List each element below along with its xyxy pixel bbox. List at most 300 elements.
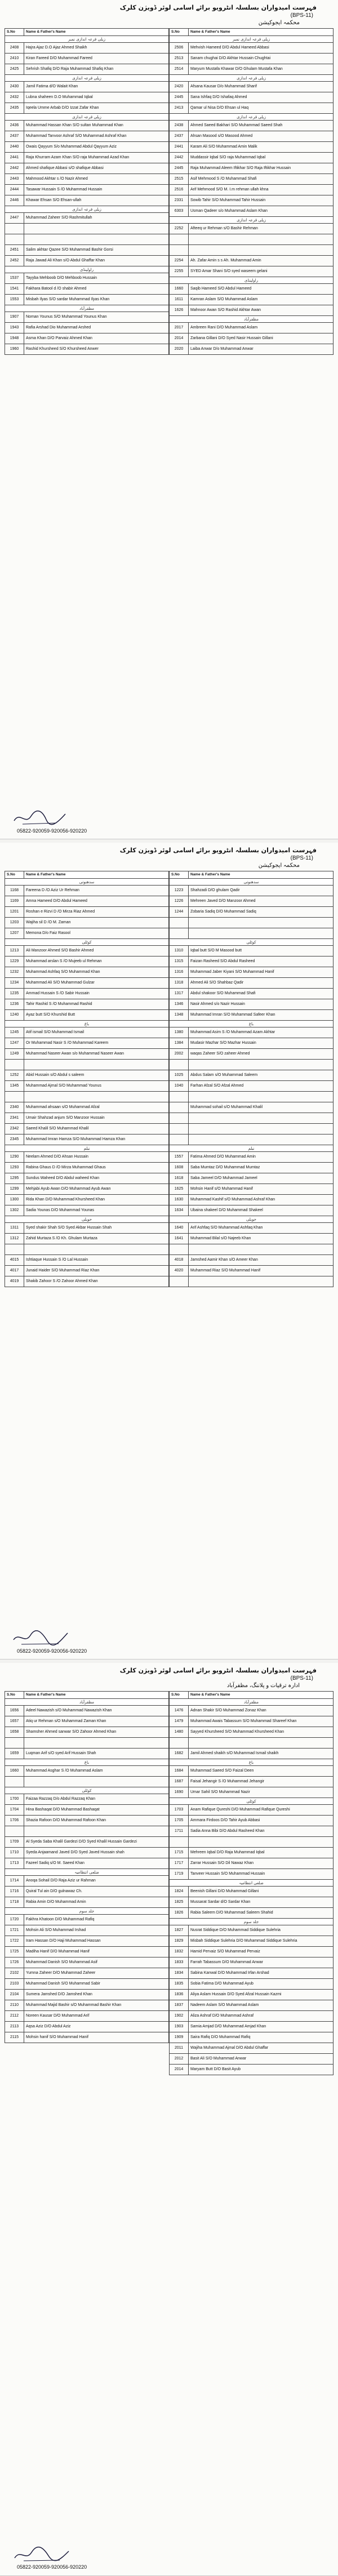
table-row bbox=[5, 1727, 169, 1738]
candidate-name: Saqib Hameed S/O Abdul Hameed bbox=[189, 284, 333, 295]
category-number: (BPS-11) bbox=[290, 1675, 313, 1681]
name-header: Name & Father's Name bbox=[24, 1692, 169, 1699]
table-row bbox=[170, 1777, 333, 1787]
roll-number: 2515 bbox=[170, 174, 189, 185]
blank-row bbox=[5, 1244, 169, 1255]
candidate-name: Asif Mehmood S /O Muhammad Shafi bbox=[189, 174, 333, 185]
candidate-name: Hajra Ajaz D.O Ajaz Ahmed Shaikh bbox=[24, 43, 169, 54]
roll-number: 1611 bbox=[170, 295, 189, 305]
table-row bbox=[170, 1049, 333, 1060]
candidate-name: Tanveer Hussain S/O Muhammad Hussain bbox=[189, 1869, 333, 1880]
section-heading bbox=[170, 277, 333, 284]
table-row bbox=[170, 195, 333, 206]
table-row bbox=[5, 1837, 169, 1848]
table-row bbox=[5, 121, 169, 131]
section-heading bbox=[170, 217, 333, 224]
candidate-name: Ubaina shakeel D/O Muhammad Shakeel bbox=[189, 1205, 333, 1216]
candidate-name: Muhammad Imran Hamza S/O Muhammad Hamza Khan bbox=[24, 1134, 169, 1145]
blank-cell bbox=[24, 1738, 169, 1749]
candidate-name: Ahmed shafique Abbasi s/O shafique Abbasi bbox=[24, 163, 169, 174]
candidate-name: Noman Younus S/O Muhammad Younus Khan bbox=[24, 312, 169, 323]
table-row bbox=[170, 2000, 333, 2011]
candidate-name: Muhammad Asim S /O Muhammad Azam Akhtar bbox=[189, 1027, 333, 1038]
candidate-name: Farhan Afzal S/O Afzal Ahmed bbox=[189, 1081, 333, 1092]
roll-number: 2430 bbox=[5, 82, 24, 92]
table-row bbox=[5, 1255, 169, 1266]
candidate-name: Faizaa Razzaq D/o Abdul Razzaq Khan bbox=[24, 1794, 169, 1805]
table-row bbox=[170, 2011, 333, 2022]
sno-header: S.No bbox=[170, 1692, 189, 1699]
table-row bbox=[170, 1749, 333, 1759]
blank-cell bbox=[5, 1092, 24, 1102]
roll-number: 1380 bbox=[170, 1027, 189, 1038]
candidate-name: Hina Bashaqat D/O Muhammad Bashaqat bbox=[24, 1805, 169, 1816]
table-row bbox=[5, 1010, 169, 1021]
candidate-table-right bbox=[169, 28, 333, 355]
section-heading bbox=[5, 206, 169, 213]
table-row bbox=[170, 989, 333, 999]
roll-number: 1829 bbox=[170, 1936, 189, 1947]
section-heading bbox=[5, 1216, 169, 1223]
table-row bbox=[170, 174, 333, 185]
candidate-name: Ahmed Ali S/O Shahbaz Qadir bbox=[189, 978, 333, 989]
candidate-name: SYED Amar Shani S/O syed waseem gelani bbox=[189, 266, 333, 277]
candidate-name: Mussarat Sardar d/O Sardar Khan bbox=[189, 1897, 333, 1908]
roll-number: 1295 bbox=[5, 1173, 24, 1184]
section-heading bbox=[170, 75, 333, 82]
table-row bbox=[170, 886, 333, 896]
roll-number: 1541 bbox=[5, 284, 24, 295]
table-row bbox=[5, 1794, 169, 1805]
table-row bbox=[5, 1163, 169, 1173]
candidate-name: Noreen Kausar D/O Muhammad Arif bbox=[24, 2011, 169, 2022]
roll-number: 2440 bbox=[5, 142, 24, 153]
candidate-name: Muhammad Bilal s/O Najeeb Khan bbox=[189, 1234, 333, 1244]
table-row bbox=[170, 1184, 333, 1195]
roll-number: 1704 bbox=[5, 1805, 24, 1816]
table-row bbox=[5, 1027, 169, 1038]
table-row bbox=[170, 1766, 333, 1777]
roll-number: 4015 bbox=[5, 1255, 24, 1266]
candidate-name: Tayyba Mehboob D/O Mehboob Hussain bbox=[24, 273, 169, 284]
candidate-name: Abdul shakoor S/O Muhammad Shafi bbox=[189, 989, 333, 999]
signature-image bbox=[11, 1629, 73, 1648]
roll-number: 1711 bbox=[170, 1826, 189, 1837]
table-row bbox=[5, 82, 169, 92]
candidate-name: Yumna Zaheer D/O Muhammad Zaheer bbox=[24, 1968, 169, 1979]
roll-number: 1317 bbox=[170, 989, 189, 999]
candidate-name: Khawar Ehsan S/O Ehsan-ullah bbox=[24, 195, 169, 206]
name-header: Name & Father's Name bbox=[24, 871, 169, 879]
blank-cell bbox=[189, 1837, 333, 1848]
candidate-name: Quiral Tul ain D/O gulnawaz Ch. bbox=[24, 1887, 169, 1897]
table-row bbox=[170, 224, 333, 234]
candidate-sheet bbox=[5, 1691, 333, 2075]
roll-number: 2112 bbox=[5, 2011, 24, 2022]
roll-number: 1345 bbox=[5, 1081, 24, 1092]
section-label: زیلی قرعہ اندازی bbox=[170, 217, 333, 224]
candidate-name: Sadia Younas D/O Muhammad Younas bbox=[24, 1205, 169, 1216]
candidate-name: Muhammad Naseer Awan s/o Muhammad Naseer Awan bbox=[24, 1049, 169, 1060]
candidate-table-right bbox=[169, 871, 333, 1287]
table-row bbox=[170, 1727, 333, 1738]
section-label: زیلی قرعہ اندازی bbox=[5, 206, 169, 213]
candidate-name: Ahmed Saeed Bakhari S/O Muhammad Saeed Shah bbox=[189, 121, 333, 131]
roll-number: 1656 bbox=[5, 1706, 24, 1716]
section-heading bbox=[5, 939, 169, 946]
table-row bbox=[5, 163, 169, 174]
blank-cell bbox=[170, 245, 189, 256]
table-row bbox=[5, 54, 169, 64]
table-row bbox=[5, 195, 169, 206]
candidate-name: Ali Manzoor Ahmed S/O Bashir Ahmed bbox=[24, 946, 169, 956]
roll-number: 1312 bbox=[5, 1234, 24, 1244]
roll-number: 1706 bbox=[5, 1816, 24, 1826]
table-row bbox=[170, 54, 333, 64]
candidate-table-left bbox=[5, 1691, 169, 2043]
section-heading bbox=[170, 36, 333, 43]
blank-cell bbox=[170, 1837, 189, 1848]
roll-number: 1714 bbox=[5, 1876, 24, 1887]
candidate-name: Sana Ishfaq D/O Ishafaq Ahmed bbox=[189, 92, 333, 103]
section-heading bbox=[170, 879, 333, 886]
roll-number: 1618 bbox=[170, 1173, 189, 1184]
blank-row bbox=[170, 928, 333, 939]
candidate-name: Zobaria Sadiq D/O Muhammad Sadiq bbox=[189, 907, 333, 918]
candidate-name: Muhammad Imran S/O Muhammad Safeer Khan bbox=[189, 1010, 333, 1021]
table-row bbox=[5, 103, 169, 114]
section-label: زیلی قرعہ اندازی bbox=[5, 75, 169, 82]
table-row bbox=[170, 64, 333, 75]
table-row bbox=[5, 967, 169, 978]
blank-cell bbox=[24, 1777, 169, 1787]
candidate-name: Ammad Hussain S /O Sabir Hussain bbox=[24, 989, 169, 999]
category-number: (BPS-11) bbox=[290, 12, 313, 19]
candidate-name: Mehjabi Ayub Awan D/O Muhammad Ayub Awan bbox=[24, 1184, 169, 1195]
roll-number: 1903 bbox=[170, 2022, 189, 2032]
section-heading bbox=[170, 316, 333, 323]
section-heading bbox=[170, 1145, 333, 1152]
section-label: باغ bbox=[5, 1759, 169, 1766]
candidate-name: Nasir Ahmed s/o Nazir Hussain bbox=[189, 999, 333, 1010]
section-heading bbox=[5, 75, 169, 82]
roll-number: 4019 bbox=[5, 1276, 24, 1287]
candidate-name: Misbah Siddique Sulehria D/O Muhammad Siddique Sulehria bbox=[189, 1936, 333, 1947]
candidate-name: Laiba Anwar D/o Muhammad Anwar bbox=[189, 344, 333, 355]
candidate-name: Rashid Khursheed S/O Khursheed Anwer bbox=[24, 344, 169, 355]
table-header-row bbox=[5, 29, 169, 36]
roll-number: 1960 bbox=[5, 344, 24, 355]
section-label: زیلی قرعہ اندازی bbox=[5, 114, 169, 121]
roll-number: 1384 bbox=[170, 1038, 189, 1049]
candidate-name: Syed shakir Shah S/O Syed Akbar Hussain Shah bbox=[24, 1223, 169, 1234]
table-row bbox=[5, 2022, 169, 2032]
table-row bbox=[170, 1173, 333, 1184]
section-heading bbox=[170, 1699, 333, 1706]
candidate-name: Aliya Aslam Hussain D/O Syed Afzal Hussain Kazmi bbox=[189, 1990, 333, 2000]
table-row bbox=[170, 1081, 333, 1092]
roll-number: 1716 bbox=[5, 1887, 24, 1897]
table-row bbox=[5, 92, 169, 103]
section-heading bbox=[170, 1919, 333, 1925]
table-row bbox=[5, 1979, 169, 1990]
table-row bbox=[5, 344, 169, 355]
candidate-name: Muhammad ahsaan s/O Muhammad Afzal bbox=[24, 1102, 169, 1113]
candidate-name: Sanam chughai D/O Akhtar Hussain Chughtai bbox=[189, 54, 333, 64]
roll-number: 2443 bbox=[5, 174, 24, 185]
candidate-table-right bbox=[169, 1691, 333, 2075]
candidate-name: Basit Ali S/O Muhammad Anwar bbox=[189, 2054, 333, 2065]
table-row bbox=[5, 1049, 169, 1060]
candidate-name: Kamran Aslam S/O Muhammad Aslam bbox=[189, 295, 333, 305]
blank-row bbox=[5, 1777, 169, 1787]
table-row bbox=[5, 1936, 169, 1947]
table-row bbox=[5, 1124, 169, 1134]
section-label: زیلی قرعہ اندازی نمبر bbox=[170, 36, 333, 43]
roll-number: 2432 bbox=[5, 92, 24, 103]
table-row bbox=[5, 131, 169, 142]
section-label: مظفرآباد bbox=[170, 1699, 333, 1706]
blank-cell bbox=[5, 1777, 24, 1787]
section-label: سدھنوتی bbox=[170, 879, 333, 886]
roll-number: 1480 bbox=[170, 1727, 189, 1738]
roll-number: 2451 bbox=[5, 245, 24, 256]
table-row bbox=[170, 1255, 333, 1266]
candidate-name: Wajiha sil D /O M. Zaman bbox=[24, 918, 169, 928]
roll-number: 1682 bbox=[170, 1749, 189, 1759]
candidate-name: Hamid Pervaiz S/O Muhammad Pervaiz bbox=[189, 1947, 333, 1957]
roll-number: 1236 bbox=[5, 999, 24, 1010]
table-row bbox=[170, 163, 333, 174]
roll-number: 1232 bbox=[5, 967, 24, 978]
candidate-name: Atif ismail S/O Muhammad Ismail bbox=[24, 1027, 169, 1038]
candidate-name: Mahnoor Awan S/O Rashid Akhtar Awan bbox=[189, 305, 333, 316]
roll-number: 2447 bbox=[5, 213, 24, 224]
blank-cell bbox=[170, 1124, 189, 1134]
candidate-name: Kiran Fareed D/O Muhammad Fareed bbox=[24, 54, 169, 64]
table-row bbox=[170, 1010, 333, 1021]
blank-cell bbox=[189, 928, 333, 939]
candidate-name: Muhammad Hassan Khan S/O sultan Muhammad Khan bbox=[24, 121, 169, 131]
roll-number: 1311 bbox=[5, 1223, 24, 1234]
blank-cell bbox=[170, 1276, 189, 1287]
candidate-name: Sabina Kanwal D/O Muhammad Irfan Arshad bbox=[189, 1968, 333, 1979]
table-row bbox=[5, 1990, 169, 2000]
table-row bbox=[5, 1223, 169, 1234]
candidate-name: Muhammad Majid Bashir s/O Muhammad Bashir Khan bbox=[24, 2000, 169, 2011]
candidate-name: Abid Hussain s/O Abdul s saleem bbox=[24, 1070, 169, 1081]
table-row bbox=[170, 2054, 333, 2065]
blank-row bbox=[170, 1837, 333, 1848]
blank-cell bbox=[170, 1060, 189, 1070]
blank-row bbox=[5, 234, 169, 245]
department-subtitle: ادارہ ترقیات و پلاننگ، مظفرآباد bbox=[226, 1683, 300, 1689]
right-column bbox=[169, 1691, 333, 2075]
roll-number: 1626 bbox=[170, 305, 189, 316]
table-row bbox=[5, 1102, 169, 1113]
roll-number: 1943 bbox=[5, 323, 24, 333]
roll-number: 1832 bbox=[170, 1947, 189, 1957]
table-row bbox=[170, 295, 333, 305]
section-label: ضلعی انتظامیہ bbox=[170, 1880, 333, 1887]
table-row bbox=[170, 1266, 333, 1276]
candidate-sheet bbox=[5, 28, 333, 355]
blank-row bbox=[170, 1244, 333, 1255]
candidate-name: Anam Rafique Qureshi D/O Muhammad Rafique Qureshi bbox=[189, 1805, 333, 1816]
candidate-name: Misbah Ilyas S/O sardar Muhammad Ilyas Khan bbox=[24, 295, 169, 305]
roll-number: 1249 bbox=[5, 1049, 24, 1060]
roll-number: 1247 bbox=[5, 1038, 24, 1049]
candidate-name: Ah. Zafar Amin s s Ah. Muhammad Amin bbox=[189, 256, 333, 266]
list-page-2 bbox=[0, 843, 338, 1660]
candidate-name: Memona D/o Faiz Rasool bbox=[24, 928, 169, 939]
blank-cell bbox=[189, 1134, 333, 1145]
left-column bbox=[5, 28, 169, 355]
candidate-name: Abdus Salam s/O Muhammad Saleem bbox=[189, 1070, 333, 1081]
candidate-name: Zarbana Gillani D/O Syed Nasir Hussain Gillani bbox=[189, 333, 333, 344]
roll-number: 1722 bbox=[5, 1936, 24, 1947]
table-row bbox=[170, 1936, 333, 1947]
candidate-table-left bbox=[5, 28, 169, 355]
roll-number: 1318 bbox=[170, 978, 189, 989]
table-row bbox=[170, 206, 333, 217]
candidate-name: Shakib Zahoor S /O Zahoor Ahmed Khan bbox=[24, 1276, 169, 1287]
blank-row bbox=[170, 1113, 333, 1124]
table-row bbox=[5, 918, 169, 928]
candidate-name: Al Syeda Saba Khalil Gardezi D/O Syed Khalil Hussain Gardezi bbox=[24, 1837, 169, 1848]
roll-number: 2113 bbox=[5, 2022, 24, 2032]
roll-number: 2441 bbox=[170, 142, 189, 153]
section-heading bbox=[5, 1908, 169, 1915]
blank-cell bbox=[24, 1060, 169, 1070]
candidate-name: Maryum Mustafa Khawar D/O Ghulam Mustafa Khan bbox=[189, 64, 333, 75]
table-row bbox=[170, 999, 333, 1010]
roll-number: 1290 bbox=[5, 1152, 24, 1163]
table-row bbox=[5, 256, 169, 266]
candidate-name: Beenish Gillani D/O Muhammad Gillani bbox=[189, 1887, 333, 1897]
table-row bbox=[5, 1184, 169, 1195]
blank-row bbox=[170, 1134, 333, 1145]
roll-number: 1659 bbox=[5, 1749, 24, 1759]
blank-cell bbox=[24, 1244, 169, 1255]
roll-number: 1240 bbox=[5, 1010, 24, 1021]
roll-number: 2446 bbox=[5, 195, 24, 206]
candidate-name: Sadia Anna Bibi D/O Abdul Rasheed Khan bbox=[189, 1826, 333, 1837]
section-label: زیلی قرعہ اندازی bbox=[170, 114, 333, 121]
candidate-name: Fatima Ahmed D/O Muhammad Amin bbox=[189, 1152, 333, 1163]
roll-number: 1660 bbox=[170, 284, 189, 295]
roll-number: 2420 bbox=[170, 82, 189, 92]
table-row bbox=[5, 1887, 169, 1897]
roll-number: 2436 bbox=[5, 121, 24, 131]
table-row bbox=[5, 1816, 169, 1826]
candidate-name: waqas Zaheer S/O zaheer Ahmed bbox=[189, 1049, 333, 1060]
table-row bbox=[170, 1205, 333, 1216]
roll-number: 2410 bbox=[5, 54, 24, 64]
candidate-name: Mehreen Javed D/O Manzoor Ahmed bbox=[189, 896, 333, 907]
candidate-name: Shazia Rafoon D/O Muhammad Rafoon Khan bbox=[24, 1816, 169, 1826]
roll-number: 1902 bbox=[170, 2011, 189, 2022]
table-row bbox=[170, 1706, 333, 1716]
roll-number: 2506 bbox=[170, 43, 189, 54]
roll-number: 1703 bbox=[170, 1805, 189, 1816]
section-label: زیلی قرعہ اندازی bbox=[170, 75, 333, 82]
table-row bbox=[5, 1276, 169, 1287]
candidate-name: Samia Amjad D/O Muhammad Amjad Khan bbox=[189, 2022, 333, 2032]
candidate-name: Raja Khurram Azam Khan S/O raja Muhammad Azad Khan bbox=[24, 153, 169, 163]
candidate-name: Mohsin Hanif s/O Muhammad Hanif bbox=[189, 1184, 333, 1195]
table-row bbox=[5, 1113, 169, 1124]
candidate-name: Junaid Haider S/O Muhammad Riaz Khan bbox=[24, 1266, 169, 1276]
right-column bbox=[169, 28, 333, 355]
candidate-name: Tahir Rashid S /O Muhammad Rashid bbox=[24, 999, 169, 1010]
table-row bbox=[5, 1876, 169, 1887]
table-row bbox=[170, 1869, 333, 1880]
roll-number: 1710 bbox=[5, 1848, 24, 1858]
roll-number: 2002 bbox=[170, 1049, 189, 1060]
roll-number: 2438 bbox=[170, 121, 189, 131]
table-row bbox=[170, 1925, 333, 1936]
candidate-name: Zahid Murtaza S /O Kh. Ghulam Murtaza bbox=[24, 1234, 169, 1244]
roll-number: 1836 bbox=[170, 1990, 189, 2000]
roll-number: 1557 bbox=[170, 1152, 189, 1163]
table-row bbox=[170, 305, 333, 316]
section-heading bbox=[5, 36, 169, 43]
roll-number: 2011 bbox=[170, 2043, 189, 2054]
roll-number: 1245 bbox=[5, 1027, 24, 1038]
table-row bbox=[5, 1947, 169, 1957]
blank-row bbox=[170, 918, 333, 928]
sno-header: S.No bbox=[170, 29, 189, 36]
table-row bbox=[170, 323, 333, 333]
table-row bbox=[170, 967, 333, 978]
roll-number: 1310 bbox=[170, 946, 189, 956]
left-column bbox=[5, 871, 169, 1287]
candidate-name: Muhammad arslan S /O Mujeeb ul Rehman bbox=[24, 956, 169, 967]
section-heading bbox=[5, 1759, 169, 1766]
section-label: کوٹلی bbox=[170, 939, 333, 946]
candidate-name: Iqbal butt S/O M Masood butt bbox=[189, 946, 333, 956]
blank-cell bbox=[170, 1113, 189, 1124]
roll-number: 2441 bbox=[5, 153, 24, 163]
candidate-name: Sobia Fatima D/O Muhammad Ayub bbox=[189, 1979, 333, 1990]
roll-number: 1835 bbox=[170, 1979, 189, 1990]
table-row bbox=[170, 256, 333, 266]
section-label: مظفرآباد bbox=[5, 305, 169, 312]
blank-cell bbox=[189, 918, 333, 928]
roll-number: 2425 bbox=[5, 64, 24, 75]
section-label: باغ bbox=[170, 1021, 333, 1027]
table-row bbox=[170, 1038, 333, 1049]
table-row bbox=[5, 185, 169, 195]
candidate-name: Fakhra Khatoon D/O Muhammad Rafiq bbox=[24, 1915, 169, 1925]
section-label: باغ bbox=[5, 1021, 169, 1027]
table-row bbox=[5, 1766, 169, 1777]
roll-number: 2408 bbox=[5, 43, 24, 54]
table-row bbox=[5, 1266, 169, 1276]
candidate-name: Adnan Shakir S/O Muhammad Zonaz Khan bbox=[189, 1706, 333, 1716]
table-row bbox=[170, 1979, 333, 1990]
roll-number: 1226 bbox=[170, 896, 189, 907]
candidate-name: Adeel Nawazish s/O Muhammad Nawazish Khan bbox=[24, 1706, 169, 1716]
sno-header: S.No bbox=[170, 871, 189, 879]
roll-number: 1948 bbox=[5, 333, 24, 344]
table-header-row bbox=[5, 1692, 169, 1699]
table-row bbox=[170, 1787, 333, 1798]
signature-image bbox=[11, 808, 73, 827]
roll-number: 1040 bbox=[170, 1081, 189, 1092]
candidate-name: Roshan e Rizvi D /O Mirza Riaz Ahmed bbox=[24, 907, 169, 918]
